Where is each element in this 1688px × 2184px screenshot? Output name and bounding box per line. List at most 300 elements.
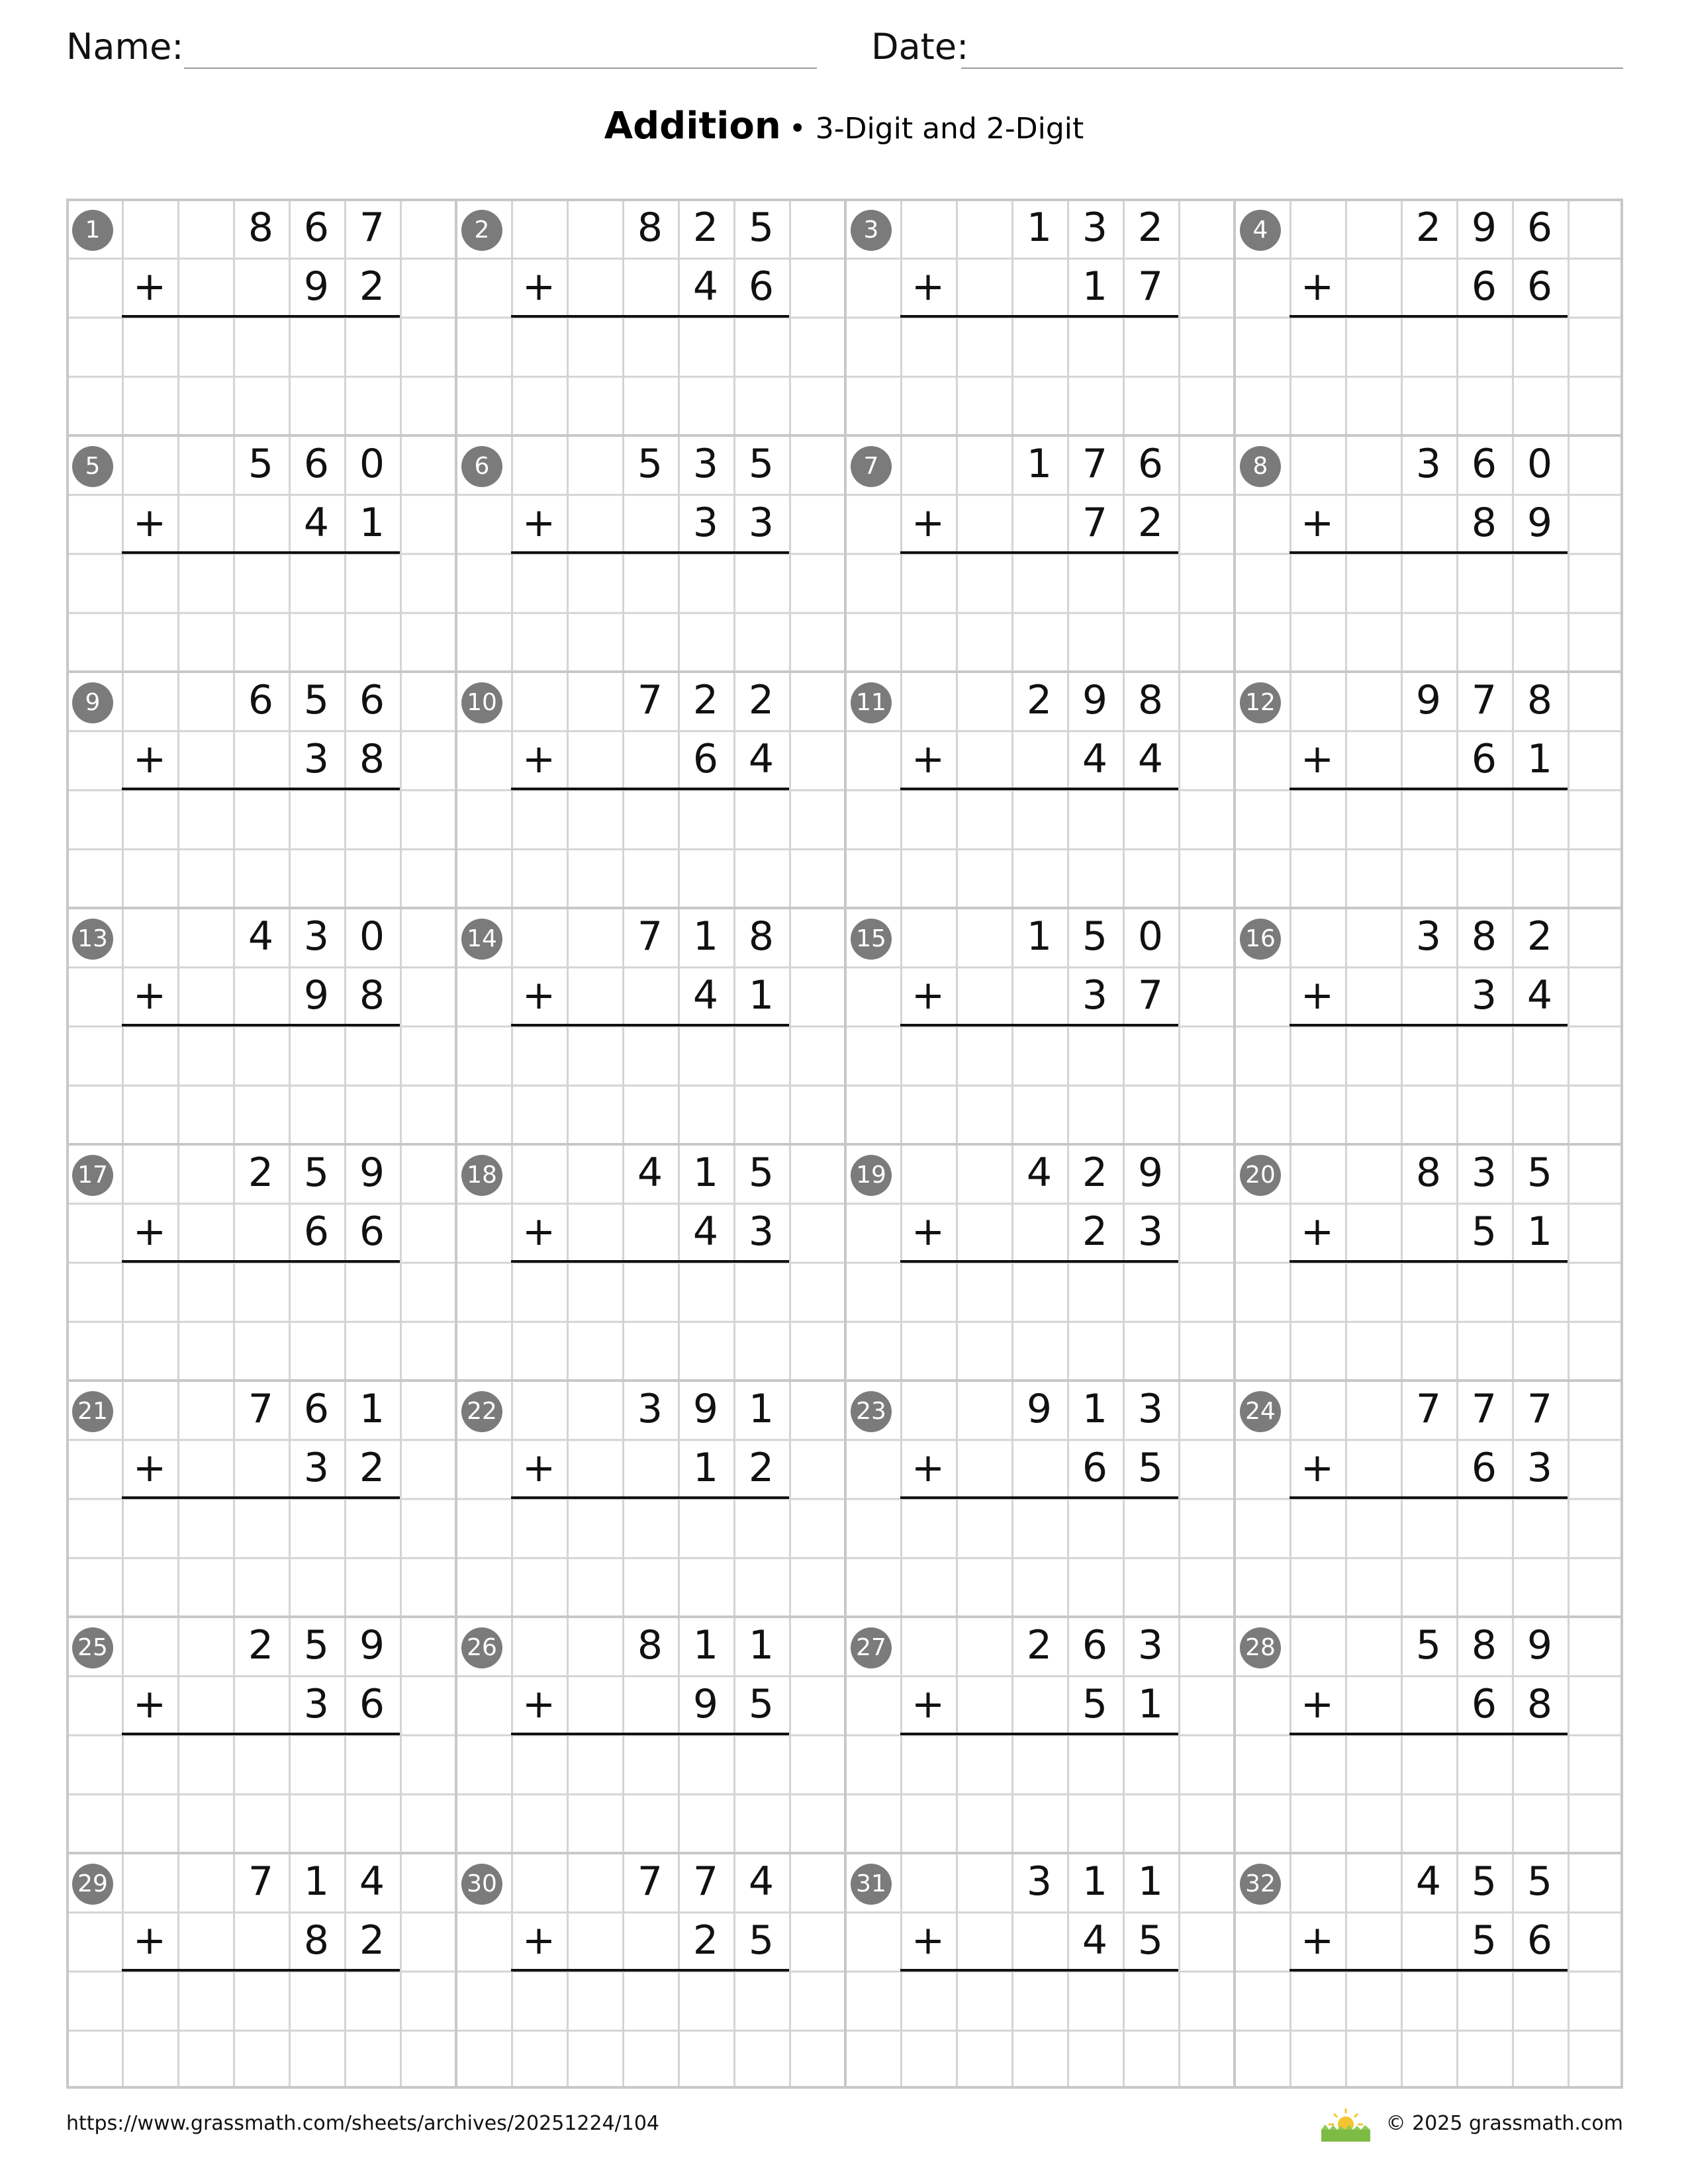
grass-sun-logo-icon — [1317, 2105, 1374, 2144]
addition-problem — [1234, 907, 1623, 1144]
problem-number-badge: 7 — [851, 446, 892, 487]
digit: 7 — [637, 1858, 663, 1905]
answer-area[interactable] — [511, 789, 789, 907]
plus-sign: + — [1300, 263, 1335, 310]
digit: 4 — [748, 736, 774, 782]
digit: 0 — [359, 441, 385, 487]
addition-problem — [455, 1852, 845, 2089]
digit: 4 — [692, 972, 719, 1019]
problem-number-badge: 13 — [72, 919, 113, 960]
digit: 7 — [1137, 263, 1164, 310]
addition-problem — [845, 435, 1234, 671]
digit: 3 — [1026, 1858, 1053, 1905]
addition-problem — [1234, 1852, 1623, 2089]
answer-area[interactable] — [122, 1498, 400, 1615]
digit: 2 — [1082, 1208, 1108, 1255]
name-label: Name: — [66, 26, 184, 68]
digit: 3 — [1415, 441, 1442, 487]
digit: 2 — [1137, 205, 1164, 251]
answer-area[interactable] — [900, 1970, 1178, 2088]
answer-area[interactable] — [1289, 1261, 1568, 1379]
digit: 8 — [1526, 1681, 1553, 1727]
answer-area[interactable] — [511, 316, 789, 434]
date-label: Date: — [871, 26, 969, 68]
plus-sign: + — [132, 1208, 167, 1255]
digit: 3 — [1137, 1386, 1164, 1432]
plus-sign: + — [132, 736, 167, 782]
answer-area[interactable] — [511, 1734, 789, 1852]
digit: 4 — [748, 1858, 774, 1905]
plus-sign: + — [132, 972, 167, 1019]
digit: 7 — [1526, 1386, 1553, 1432]
digit: 7 — [248, 1858, 274, 1905]
answer-area[interactable] — [511, 1498, 789, 1615]
digit: 5 — [1415, 1622, 1442, 1668]
digit: 6 — [1526, 1917, 1553, 1964]
digit: 3 — [1415, 913, 1442, 960]
digit: 2 — [692, 1917, 719, 1964]
digit: 3 — [637, 1386, 663, 1432]
answer-area[interactable] — [1289, 1498, 1568, 1615]
digit: 6 — [359, 1681, 385, 1727]
plus-sign: + — [522, 972, 556, 1019]
digit: 4 — [1082, 736, 1108, 782]
digit: 6 — [303, 1386, 330, 1432]
problem-number-badge: 26 — [461, 1627, 502, 1668]
digit: 5 — [1526, 1150, 1553, 1196]
digit: 9 — [1526, 1622, 1553, 1668]
digit: 8 — [1471, 1622, 1497, 1668]
plus-sign: + — [911, 1681, 945, 1727]
answer-area[interactable] — [900, 1261, 1178, 1379]
digit: 3 — [1471, 972, 1497, 1019]
digit: 5 — [748, 1681, 774, 1727]
digit: 0 — [1137, 913, 1164, 960]
answer-area[interactable] — [122, 1025, 400, 1143]
digit: 4 — [692, 1208, 719, 1255]
digit: 3 — [1526, 1445, 1553, 1491]
digit: 5 — [748, 1917, 774, 1964]
digit: 6 — [303, 1208, 330, 1255]
digit: 8 — [637, 1622, 663, 1668]
plus-sign: + — [911, 500, 945, 546]
answer-area[interactable] — [511, 1025, 789, 1143]
plus-sign: + — [1300, 1681, 1335, 1727]
answer-area[interactable] — [900, 789, 1178, 907]
digit: 2 — [248, 1150, 274, 1196]
digit: 5 — [248, 441, 274, 487]
problem-number-badge: 25 — [72, 1627, 113, 1668]
digit: 7 — [1471, 677, 1497, 723]
digit: 4 — [248, 913, 274, 960]
digit: 9 — [1526, 500, 1553, 546]
answer-area[interactable] — [900, 553, 1178, 670]
problem-number-badge: 3 — [851, 210, 892, 251]
plus-sign: + — [1300, 736, 1335, 782]
answer-area[interactable] — [122, 1734, 400, 1852]
digit: 4 — [1415, 1858, 1442, 1905]
digit: 9 — [1137, 1150, 1164, 1196]
digit: 6 — [1471, 1445, 1497, 1491]
digit: 6 — [1471, 441, 1497, 487]
digit: 2 — [248, 1622, 274, 1668]
digit: 2 — [748, 1445, 774, 1491]
answer-area[interactable] — [122, 1970, 400, 2088]
answer-area[interactable] — [122, 789, 400, 907]
addition-problem — [845, 1380, 1234, 1616]
addition-problem — [1234, 199, 1623, 435]
digit: 3 — [303, 1445, 330, 1491]
digit: 3 — [303, 913, 330, 960]
digit: 1 — [1526, 1208, 1553, 1255]
problem-number-badge: 12 — [1240, 682, 1281, 723]
plus-sign: + — [911, 1208, 945, 1255]
plus-sign: + — [522, 263, 556, 310]
addition-problem — [66, 199, 455, 435]
digit: 5 — [1137, 1445, 1164, 1491]
addition-problem — [845, 907, 1234, 1144]
addition-problem — [845, 671, 1234, 907]
footer-copyright: © 2025 grassmath.com — [1385, 2112, 1623, 2135]
digit: 9 — [1026, 1386, 1053, 1432]
digit: 1 — [1026, 205, 1053, 251]
digit: 3 — [1082, 205, 1108, 251]
digit: 5 — [1082, 1681, 1108, 1727]
digit: 6 — [692, 736, 719, 782]
digit: 2 — [359, 263, 385, 310]
digit: 5 — [748, 205, 774, 251]
digit: 9 — [303, 972, 330, 1019]
digit: 4 — [1082, 1917, 1108, 1964]
problem-number-badge: 2 — [461, 210, 502, 251]
addition-problem — [455, 1616, 845, 1852]
digit: 8 — [1137, 677, 1164, 723]
plus-sign: + — [1300, 1445, 1335, 1491]
problem-number-badge: 22 — [461, 1391, 502, 1432]
problem-number-badge: 17 — [72, 1155, 113, 1196]
addition-problem — [455, 1380, 845, 1616]
digit: 6 — [248, 677, 274, 723]
digit: 0 — [359, 913, 385, 960]
digit: 9 — [692, 1386, 719, 1432]
problem-number-badge: 15 — [851, 919, 892, 960]
digit: 9 — [303, 263, 330, 310]
answer-area[interactable] — [511, 1261, 789, 1379]
digit: 1 — [1082, 263, 1108, 310]
problem-number-badge: 9 — [72, 682, 113, 723]
problem-number-badge: 29 — [72, 1864, 113, 1905]
answer-area[interactable] — [1289, 1734, 1568, 1852]
problem-number-badge: 16 — [1240, 919, 1281, 960]
digit: 1 — [1082, 1386, 1108, 1432]
digit: 5 — [637, 441, 663, 487]
digit: 4 — [359, 1858, 385, 1905]
digit: 2 — [748, 677, 774, 723]
addition-problem — [845, 1852, 1234, 2089]
digit: 1 — [303, 1858, 330, 1905]
answer-area[interactable] — [1289, 1025, 1568, 1143]
digit: 6 — [1082, 1445, 1108, 1491]
block-separator-horizontal — [66, 1615, 1623, 1618]
addition-problem — [455, 1144, 845, 1380]
addition-problem — [66, 907, 455, 1144]
addition-problem — [455, 671, 845, 907]
problem-number-badge: 20 — [1240, 1155, 1281, 1196]
digit: 6 — [1082, 1622, 1108, 1668]
digit: 5 — [1471, 1858, 1497, 1905]
answer-area[interactable] — [511, 1970, 789, 2088]
digit: 3 — [303, 1681, 330, 1727]
digit: 2 — [692, 677, 719, 723]
addition-problem — [1234, 1144, 1623, 1380]
digit: 7 — [637, 913, 663, 960]
plus-sign: + — [1300, 1917, 1335, 1964]
digit: 3 — [748, 500, 774, 546]
digit: 5 — [1137, 1917, 1164, 1964]
digit: 6 — [1471, 263, 1497, 310]
digit: 3 — [1137, 1622, 1164, 1668]
digit: 1 — [692, 1622, 719, 1668]
answer-area[interactable] — [1289, 553, 1568, 670]
digit: 9 — [1471, 205, 1497, 251]
digit: 6 — [1526, 205, 1553, 251]
digit: 1 — [692, 1445, 719, 1491]
footer-url[interactable]: https://www.grassmath.com/sheets/archives/20251224/104 — [66, 2112, 660, 2135]
digit: 9 — [1415, 677, 1442, 723]
plus-sign: + — [911, 1445, 945, 1491]
digit: 6 — [1471, 1681, 1497, 1727]
answer-area[interactable] — [900, 1498, 1178, 1615]
digit: 8 — [1415, 1150, 1442, 1196]
digit: 7 — [1415, 1386, 1442, 1432]
digit: 6 — [303, 441, 330, 487]
digit: 8 — [1526, 677, 1553, 723]
addition-problem — [1234, 435, 1623, 671]
digit: 1 — [748, 1622, 774, 1668]
addition-problem — [1234, 1616, 1623, 1852]
addition-problem — [1234, 1380, 1623, 1616]
digit: 6 — [359, 677, 385, 723]
problem-number-badge: 23 — [851, 1391, 892, 1432]
plus-sign: + — [911, 736, 945, 782]
digit: 1 — [1082, 1858, 1108, 1905]
addition-problem — [845, 1144, 1234, 1380]
plus-sign: + — [132, 1917, 167, 1964]
problem-number-badge: 4 — [1240, 210, 1281, 251]
block-separator-horizontal — [66, 434, 1623, 437]
digit: 1 — [1137, 1681, 1164, 1727]
digit: 1 — [692, 1150, 719, 1196]
digit: 8 — [748, 913, 774, 960]
digit: 9 — [1082, 677, 1108, 723]
plus-sign: + — [132, 1445, 167, 1491]
digit: 7 — [1137, 972, 1164, 1019]
plus-sign: + — [132, 263, 167, 310]
digit: 1 — [1026, 913, 1053, 960]
addition-problem — [66, 1616, 455, 1852]
date-line[interactable] — [961, 68, 1623, 69]
answer-area[interactable] — [122, 553, 400, 670]
digit: 6 — [1471, 736, 1497, 782]
digit: 5 — [303, 677, 330, 723]
addition-problem — [66, 671, 455, 907]
digit: 9 — [692, 1681, 719, 1727]
digit: 8 — [303, 1917, 330, 1964]
addition-problem — [66, 1852, 455, 2089]
digit: 7 — [359, 205, 385, 251]
digit: 1 — [1026, 441, 1053, 487]
digit: 5 — [1471, 1917, 1497, 1964]
problem-number-badge: 18 — [461, 1155, 502, 1196]
digit: 8 — [359, 736, 385, 782]
digit: 8 — [248, 205, 274, 251]
digit: 1 — [359, 1386, 385, 1432]
digit: 6 — [303, 205, 330, 251]
digit: 5 — [1471, 1208, 1497, 1255]
digit: 5 — [1526, 1858, 1553, 1905]
digit: 4 — [637, 1150, 663, 1196]
plus-sign: + — [1300, 500, 1335, 546]
digit: 3 — [303, 736, 330, 782]
answer-area[interactable] — [122, 1261, 400, 1379]
digit: 7 — [692, 1858, 719, 1905]
answer-area[interactable] — [900, 316, 1178, 434]
digit: 3 — [1137, 1208, 1164, 1255]
answer-area[interactable] — [1289, 1970, 1568, 2088]
addition-problem — [845, 1616, 1234, 1852]
block-separator-horizontal — [66, 1852, 1623, 1854]
digit: 2 — [1526, 913, 1553, 960]
problem-number-badge: 19 — [851, 1155, 892, 1196]
addition-problem — [455, 199, 845, 435]
digit: 4 — [1137, 736, 1164, 782]
digit: 8 — [1471, 500, 1497, 546]
digit: 3 — [1471, 1150, 1497, 1196]
problem-number-badge: 14 — [461, 919, 502, 960]
digit: 2 — [1415, 205, 1442, 251]
digit: 4 — [1026, 1150, 1053, 1196]
digit: 7 — [1471, 1386, 1497, 1432]
title-subtitle: • 3-Digit and 2-Digit — [788, 112, 1084, 146]
plus-sign: + — [522, 1917, 556, 1964]
answer-area[interactable] — [511, 553, 789, 670]
answer-area[interactable] — [900, 1734, 1178, 1852]
addition-problem — [455, 907, 845, 1144]
addition-problem — [66, 1380, 455, 1616]
problem-number-badge: 32 — [1240, 1864, 1281, 1905]
digit: 1 — [1137, 1858, 1164, 1905]
digit: 8 — [637, 205, 663, 251]
problem-number-badge: 10 — [461, 682, 502, 723]
digit: 7 — [1082, 500, 1108, 546]
digit: 1 — [748, 972, 774, 1019]
digit: 5 — [748, 441, 774, 487]
problem-number-badge: 27 — [851, 1627, 892, 1668]
digit: 3 — [748, 1208, 774, 1255]
block-separator-horizontal — [66, 1379, 1623, 1382]
digit: 2 — [1026, 1622, 1053, 1668]
digit: 1 — [692, 913, 719, 960]
plus-sign: + — [522, 1208, 556, 1255]
plus-sign: + — [1300, 972, 1335, 1019]
digit: 5 — [303, 1622, 330, 1668]
plus-sign: + — [522, 1681, 556, 1727]
digit: 1 — [748, 1386, 774, 1432]
plus-sign: + — [132, 1681, 167, 1727]
plus-sign: + — [132, 500, 167, 546]
digit: 9 — [359, 1622, 385, 1668]
digit: 2 — [359, 1917, 385, 1964]
digit: 3 — [692, 500, 719, 546]
digit: 6 — [359, 1208, 385, 1255]
problem-number-badge: 31 — [851, 1864, 892, 1905]
block-separator-horizontal — [66, 907, 1623, 909]
addition-problem — [455, 435, 845, 671]
digit: 7 — [248, 1386, 274, 1432]
problem-number-badge: 21 — [72, 1391, 113, 1432]
digit: 4 — [692, 263, 719, 310]
digit: 7 — [637, 677, 663, 723]
problem-number-badge: 1 — [72, 210, 113, 251]
worksheet-title — [0, 105, 1688, 158]
digit: 2 — [1137, 500, 1164, 546]
answer-area[interactable] — [122, 316, 400, 434]
problem-number-badge: 28 — [1240, 1627, 1281, 1668]
digit: 9 — [359, 1150, 385, 1196]
block-separator-horizontal — [66, 670, 1623, 673]
digit: 1 — [359, 500, 385, 546]
block-separator-horizontal — [66, 1143, 1623, 1146]
digit: 8 — [359, 972, 385, 1019]
problem-number-badge: 5 — [72, 446, 113, 487]
digit: 2 — [1026, 677, 1053, 723]
digit: 6 — [748, 263, 774, 310]
digit: 5 — [1082, 913, 1108, 960]
digit: 2 — [692, 205, 719, 251]
digit: 7 — [1082, 441, 1108, 487]
title-main: Addition — [604, 105, 781, 148]
digit: 4 — [303, 500, 330, 546]
digit: 3 — [1082, 972, 1108, 1019]
digit: 5 — [303, 1150, 330, 1196]
answer-area[interactable] — [900, 1025, 1178, 1143]
plus-sign: + — [522, 736, 556, 782]
plus-sign: + — [1300, 1208, 1335, 1255]
digit: 0 — [1526, 441, 1553, 487]
digit: 1 — [1526, 736, 1553, 782]
name-line[interactable] — [184, 68, 817, 69]
answer-area[interactable] — [1289, 316, 1568, 434]
addition-problem — [66, 435, 455, 671]
digit: 5 — [748, 1150, 774, 1196]
digit: 3 — [692, 441, 719, 487]
plus-sign: + — [911, 1917, 945, 1964]
problem-number-badge: 6 — [461, 446, 502, 487]
digit: 2 — [1082, 1150, 1108, 1196]
plus-sign: + — [522, 1445, 556, 1491]
answer-area[interactable] — [1289, 789, 1568, 907]
addition-problem — [66, 1144, 455, 1380]
problem-number-badge: 24 — [1240, 1391, 1281, 1432]
problem-number-badge: 8 — [1240, 446, 1281, 487]
digit: 4 — [1526, 972, 1553, 1019]
plus-sign: + — [522, 500, 556, 546]
digit: 6 — [1137, 441, 1164, 487]
addition-problem — [1234, 671, 1623, 907]
digit: 2 — [359, 1445, 385, 1491]
plus-sign: + — [911, 972, 945, 1019]
digit: 8 — [1471, 913, 1497, 960]
